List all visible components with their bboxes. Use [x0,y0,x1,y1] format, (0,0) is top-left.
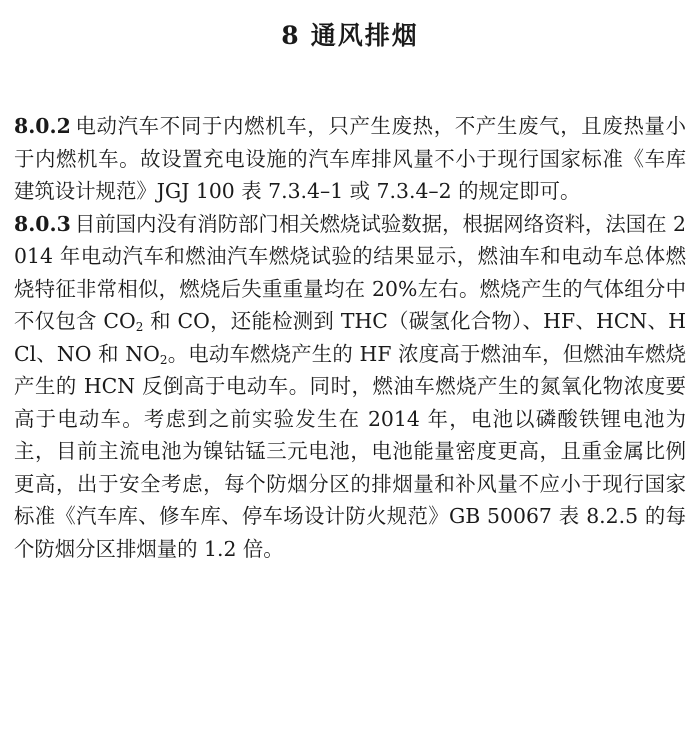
subscript-2: 2 [159,352,168,367]
chapter-title [14,16,686,56]
clause-text: 电动汽车不同于内燃机车，只产生废热，不产生废气，且废热量小于内燃机车。故设置充电设施的汽车库排风量不小于现行国家标准《车库建筑设计规范》JGJ 100 表 7.3.4–1 或 7.3.4–2 的规定即可。 [14,114,686,203]
subscript-2: 2 [135,320,144,334]
clause-text-part-a: 目前国内没有消防部门相关燃烧试验数据，根据网络资料，法国在 2014 年电动汽车和燃油汽车燃烧试验的结果显示，燃油车和电动车总体燃烧特征非常相似，燃烧后失重重量均在 20%左右。燃烧产生的气体组分中不仅包含 CO [14,211,686,333]
document-body [14,110,686,565]
clause-text-part-b: 和 CO，还能检测到 THC（碳氢化合物）、HF、HCN、HCl、NO 和 NO [14,309,686,366]
chapter-title-text: 通风排烟 [310,21,419,50]
clause-text-part-c: 。电动车燃烧产生的 HF 浓度高于燃油车，但燃油车燃烧产生的 HCN 反倒高于电动车。同时，燃油车燃烧产生的氮氧化物浓度要高于电动车。考虑到之前实验发生在 2014 年，电池以磷酸铁锂电池为主，目前主流电池为镍钴锰三元电池，电池能量密度更高，且重金属比例更高，出于安全考虑，每个防烟分区的排烟量和补风量不应小于现行国家标准《汽车库、修车库、停车场设计防火规范》GB 50067 表 8.2.5 的每个防烟分区排烟量的 1.2 倍。 [14,341,686,561]
clause-8-0-2 [14,110,686,208]
chapter-number: 8 [281,21,301,50]
clause-number: 8.0.3 [14,211,71,236]
clause-8-0-3 [14,208,686,566]
clause-number: 8.0.2 [14,114,71,138]
